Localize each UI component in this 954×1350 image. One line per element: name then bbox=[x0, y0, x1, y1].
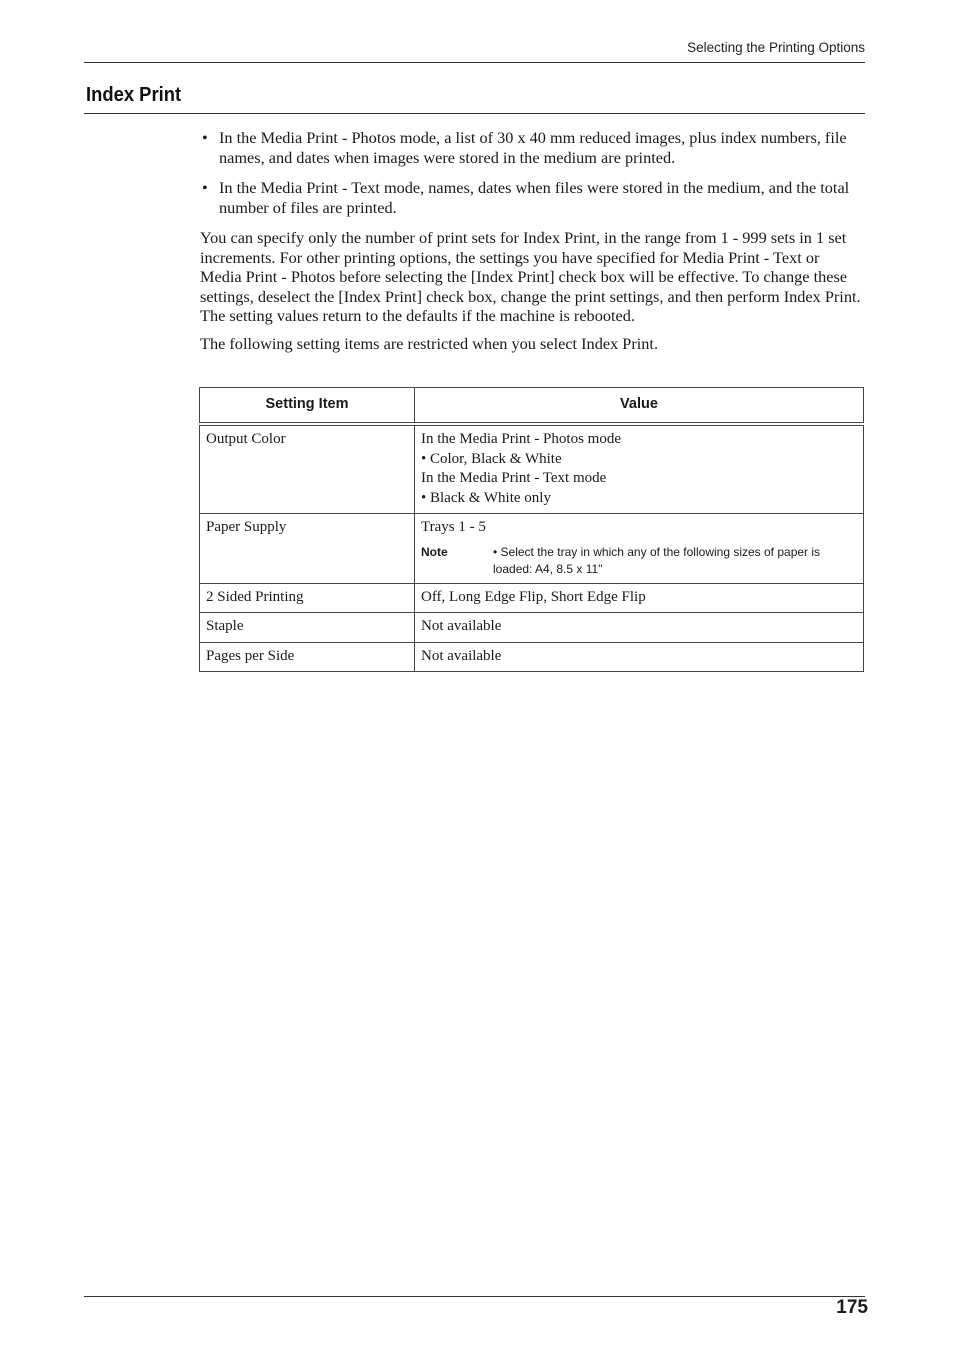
value-line: • Black & White only bbox=[421, 489, 551, 506]
title-divider bbox=[84, 113, 865, 114]
note-block bbox=[421, 544, 857, 578]
column-header-value: Value bbox=[415, 388, 864, 425]
header-divider bbox=[84, 62, 865, 63]
footer-divider bbox=[84, 1296, 865, 1297]
table-header-row bbox=[200, 388, 864, 425]
settings-table bbox=[199, 387, 864, 672]
setting-item-cell: Pages per Side bbox=[200, 642, 415, 672]
bullet-list bbox=[200, 128, 865, 218]
value-cell: Not available bbox=[415, 613, 864, 643]
table-row bbox=[200, 424, 864, 514]
setting-item-cell: Staple bbox=[200, 613, 415, 643]
note-text: • Select the tray in which any of the following sizes of paper is loaded: A4, 8.5 x 11" bbox=[493, 544, 821, 576]
table-row bbox=[200, 583, 864, 613]
body-content bbox=[200, 128, 865, 361]
value-cell: Not available bbox=[415, 642, 864, 672]
setting-item-cell: Paper Supply bbox=[200, 514, 415, 584]
table-row bbox=[200, 613, 864, 643]
value-cell bbox=[415, 424, 864, 514]
body-paragraph: The following setting items are restricted when you select Index Print. bbox=[200, 333, 659, 353]
value-line: In the Media Print - Photos mode bbox=[421, 431, 621, 447]
section-title: Index Print bbox=[86, 84, 182, 106]
bullet-item: • In the Media Print - Text mode, names, dates when files were stored in the medium, and the total number of files are printed. bbox=[200, 178, 865, 218]
table-row bbox=[200, 642, 864, 672]
value-cell bbox=[415, 514, 864, 584]
setting-item-cell: 2 Sided Printing bbox=[200, 583, 415, 613]
page-number: 175 bbox=[836, 1297, 868, 1318]
bullet-item: • In the Media Print - Photos mode, a list of 30 x 40 mm reduced images, plus index numbers, file names, and dates when images were stored in the medium are printed. bbox=[200, 128, 865, 168]
value-line: • Color, Black & White bbox=[421, 450, 562, 467]
column-header-setting-item: Setting Item bbox=[200, 388, 415, 425]
setting-item-cell: Output Color bbox=[200, 424, 415, 514]
body-paragraph: You can specify only the number of print sets for Index Print, in the range from 1 - 999 sets in 1 set increments. For other printing options, the settings you have specified for Media Print - Text or Media Print - Photos before selecting the [Index Print] check box will be effective. To change these settings, deselect the [Index Print] check box, change the print settings, and then perform Index Print. The setting values return to the defaults if the machine is rebooted. bbox=[200, 228, 861, 325]
value-line: Trays 1 - 5 bbox=[421, 519, 486, 535]
note-label: Note bbox=[421, 544, 448, 559]
table-row bbox=[200, 514, 864, 584]
running-header: Selecting the Printing Options bbox=[687, 40, 865, 55]
value-line: In the Media Print - Text mode bbox=[421, 470, 607, 486]
value-cell: Off, Long Edge Flip, Short Edge Flip bbox=[415, 583, 864, 613]
